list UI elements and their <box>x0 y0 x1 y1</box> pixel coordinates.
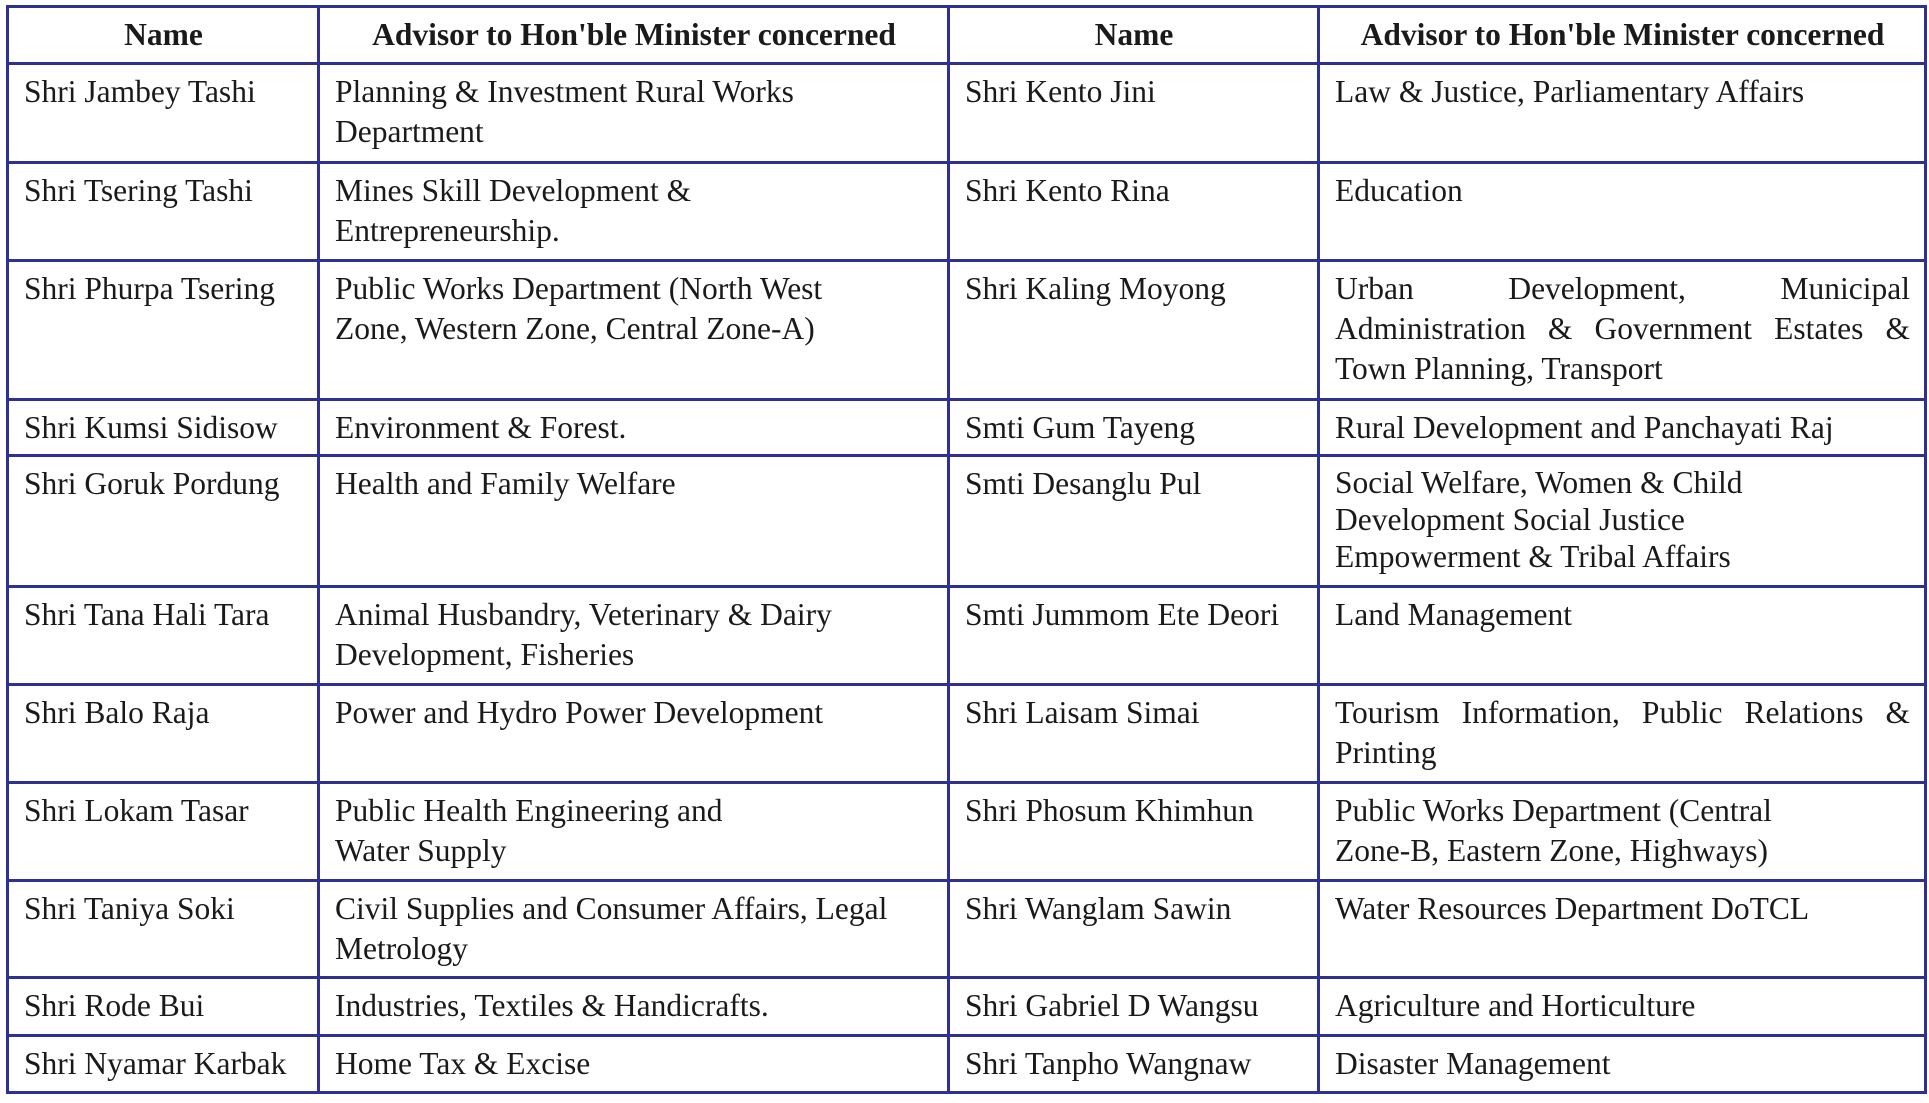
header-advisor-1: Advisor to Hon'ble Minister concerned <box>319 7 949 64</box>
advisor-cell: Agriculture and Horticulture <box>1319 978 1926 1036</box>
name-cell: Shri Goruk Pordung <box>8 456 319 587</box>
advisor-cell: Planning & Investment Rural Works Department <box>319 64 949 163</box>
name-cell: Shri Tsering Tashi <box>8 163 319 261</box>
table-row <box>8 456 1926 587</box>
advisor-cell: Education <box>1319 163 1926 261</box>
table-row <box>8 783 1926 881</box>
advisor-cell: Power and Hydro Power Development <box>319 685 949 783</box>
name-cell: Shri Tanpho Wangnaw <box>949 1036 1319 1093</box>
header-name-1: Name <box>8 7 319 64</box>
advisor-cell: Disaster Management <box>1319 1036 1926 1093</box>
advisor-cell: Urban Development, Municipal Administration & Government Estates & Town Planning, Transport <box>1319 261 1926 400</box>
name-cell: Smti Gum Tayeng <box>949 400 1319 456</box>
advisor-table <box>6 5 1927 1094</box>
name-cell: Shri Wanglam Sawin <box>949 881 1319 978</box>
advisor-cell: Tourism Information, Public Relations & Printing <box>1319 685 1926 783</box>
name-cell: Shri Rode Bui <box>8 978 319 1036</box>
table-row <box>8 261 1926 400</box>
table-body <box>8 64 1926 1093</box>
table-row <box>8 1036 1926 1093</box>
header-advisor-2: Advisor to Hon'ble Minister concerned <box>1319 7 1926 64</box>
name-cell: Shri Nyamar Karbak <box>8 1036 319 1093</box>
table-row <box>8 64 1926 163</box>
name-cell: Shri Jambey Tashi <box>8 64 319 163</box>
advisor-cell: Public Health Engineering and Water Supply <box>319 783 949 881</box>
name-cell: Shri Kumsi Sidisow <box>8 400 319 456</box>
table-header <box>8 7 1926 64</box>
advisor-cell: Industries, Textiles & Handicrafts. <box>319 978 949 1036</box>
table-row <box>8 163 1926 261</box>
name-cell: Shri Gabriel D Wangsu <box>949 978 1319 1036</box>
table-row <box>8 978 1926 1036</box>
table-row <box>8 587 1926 685</box>
name-cell: Shri Kaling Moyong <box>949 261 1319 400</box>
name-cell: Smti Desanglu Pul <box>949 456 1319 587</box>
advisor-cell: Public Works Department (North West Zone, Western Zone, Central Zone-A) <box>319 261 949 400</box>
name-cell: Smti Jummom Ete Deori <box>949 587 1319 685</box>
table-row <box>8 400 1926 456</box>
advisor-cell: Water Resources Department DoTCL <box>1319 881 1926 978</box>
advisor-cell: Social Welfare, Women & Child Development Social Justice Empowerment & Tribal Affairs <box>1319 456 1926 587</box>
name-cell: Shri Tana Hali Tara <box>8 587 319 685</box>
name-cell: Shri Phosum Khimhun <box>949 783 1319 881</box>
name-cell: Shri Balo Raja <box>8 685 319 783</box>
name-cell: Shri Kento Rina <box>949 163 1319 261</box>
name-cell: Shri Kento Jini <box>949 64 1319 163</box>
advisor-cell: Environment & Forest. <box>319 400 949 456</box>
name-cell: Shri Taniya Soki <box>8 881 319 978</box>
advisor-cell: Home Tax & Excise <box>319 1036 949 1093</box>
advisor-cell: Public Works Department (Central Zone-B, Eastern Zone, Highways) <box>1319 783 1926 881</box>
name-cell: Shri Lokam Tasar <box>8 783 319 881</box>
advisor-cell: Health and Family Welfare <box>319 456 949 587</box>
name-cell: Shri Phurpa Tsering <box>8 261 319 400</box>
advisor-cell: Civil Supplies and Consumer Affairs, Legal Metrology <box>319 881 949 978</box>
advisor-cell: Land Management <box>1319 587 1926 685</box>
advisor-cell: Rural Development and Panchayati Raj <box>1319 400 1926 456</box>
advisor-cell: Law & Justice, Parliamentary Affairs <box>1319 64 1926 163</box>
advisor-cell: Animal Husbandry, Veterinary & Dairy Development, Fisheries <box>319 587 949 685</box>
name-cell: Shri Laisam Simai <box>949 685 1319 783</box>
advisor-cell: Mines Skill Development & Entrepreneurship. <box>319 163 949 261</box>
table-row <box>8 685 1926 783</box>
header-row <box>8 7 1926 64</box>
table-row <box>8 881 1926 978</box>
header-name-2: Name <box>949 7 1319 64</box>
